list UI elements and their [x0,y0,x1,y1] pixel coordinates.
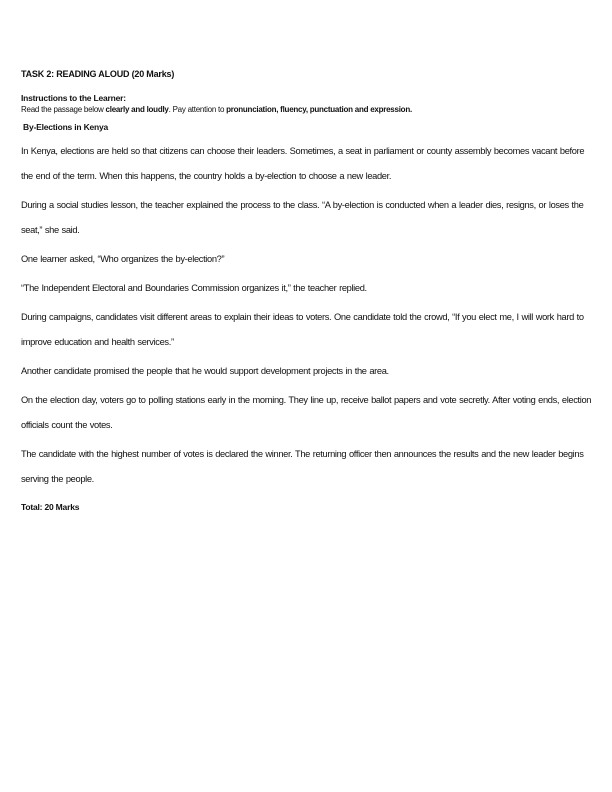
instructions-bold-2: pronunciation, fluency, punctuation and expression. [226,105,412,114]
passage-paragraph: In Kenya, elections are held so that citizens can choose their leaders. Sometimes, a seat in parliament or county assembly becomes vacant before the end of the term. When this happens, the country holds a by-election to choose a new leader. [21,146,585,181]
instructions-bold-1: clearly and loudly [105,105,169,114]
task-title: TASK 2: READING ALOUD (20 Marks) [21,69,175,79]
document-page [21,68,593,513]
passage-paragraph: One learner asked, “Who organizes the by-election?” [21,254,225,264]
instructions-text-part-2: . Pay attention to [168,105,227,114]
passage-paragraph: Another candidate promised the people that he would support development projects in the area. [21,366,389,376]
passage-paragraph: During campaigns, candidates visit different areas to explain their ideas to voters. One candidate told the crowd, “If you elect me, I will work hard to improve education and health services.” [21,312,584,347]
instructions-heading: Instructions to the Learner: [21,93,126,103]
instructions-text [21,104,593,115]
passage-paragraph: On the election day, voters go to polling stations early in the morning. They line up, receive ballot papers and vote secretly. After voting ends, election officials count the votes. [21,395,592,430]
passage-paragraph: During a social studies lesson, the teacher explained the process to the class. “A by-election is conducted when a leader dies, resigns, or loses the seat,” she said. [21,200,584,235]
passage-paragraph: The candidate with the highest number of votes is declared the winner. The returning officer then announces the results and the new leader begins serving the people. [21,449,584,484]
passage-title: By-Elections in Kenya [23,122,109,132]
instructions-text-part-1: Read the passage below [21,105,106,114]
passage-paragraph: “The Independent Electoral and Boundaries Commission organizes it,” the teacher replied. [21,283,367,293]
total-marks: Total: 20 Marks [21,502,80,512]
